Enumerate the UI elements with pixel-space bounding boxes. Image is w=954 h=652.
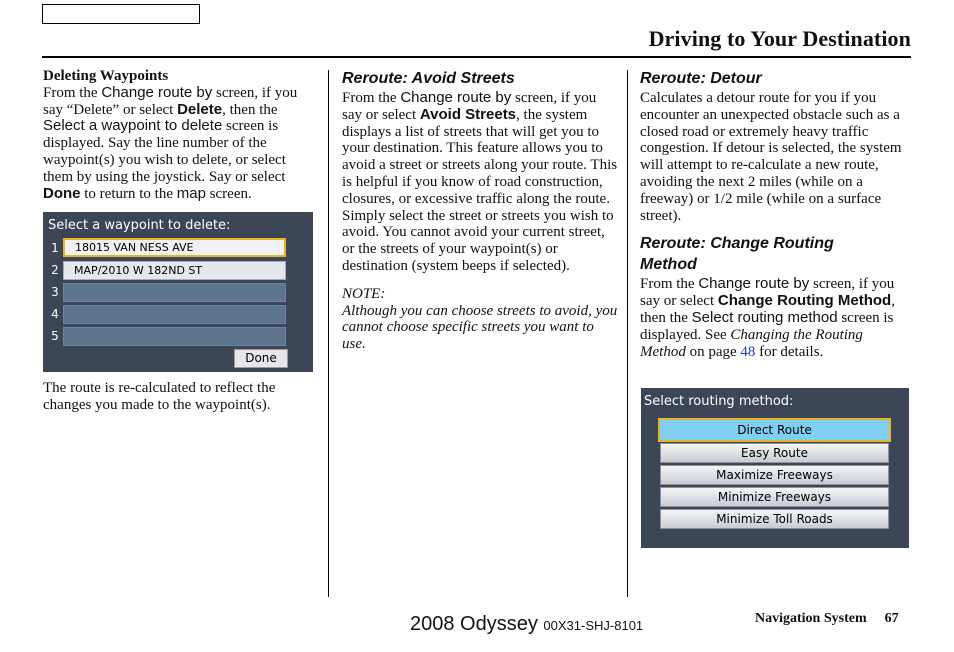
page-link[interactable]: 48 <box>740 343 756 360</box>
avoid-streets-heading: Reroute: Avoid Streets <box>342 70 515 87</box>
waypoint-row-5[interactable] <box>63 327 286 346</box>
text: screen is displayed. See <box>640 309 894 343</box>
detour-paragraph: Calculates a detour route for you if you encounter an unexpected obstacle such as a closed road or extremely heavy traffic congestion. If detour is selected, the system will attempt to re-calculate a new route, avoiding the next 2 miles (while on a freeway) or 1/2 mile (while on a surface street). <box>640 90 902 224</box>
screen-title: Select a waypoint to delete: <box>48 218 231 233</box>
text: for details. <box>755 343 824 360</box>
text: screen, if you say “Delete” or select <box>43 84 298 118</box>
command-delete: Delete <box>177 100 223 118</box>
done-button[interactable]: Done <box>234 349 288 368</box>
command-avoid-streets: Avoid Streets <box>419 105 517 123</box>
row-number: 1 <box>51 241 59 255</box>
screen-name: Select a waypoint to delete <box>43 117 223 135</box>
column-divider-2 <box>627 70 628 597</box>
command-change-routing: Change Routing Method <box>717 292 892 310</box>
row-number: 3 <box>51 285 59 299</box>
title-rule <box>42 56 911 58</box>
column-1-lower <box>43 380 318 414</box>
text: , the system displays a list of streets that will get you to your destination. This feature allows you to avoid a street or streets along your route. This is helpful if you know of road construction, closures, or excessive traffic along the route. Simply select the street or streets you wish to avoid. You cannot avoid your current street, or the streets of your waypoint(s) or destination (system beeps if selected). <box>342 106 618 274</box>
change-routing-heading <box>640 233 912 275</box>
text: on page <box>685 343 741 360</box>
deleting-waypoints-paragraph <box>43 85 318 203</box>
row-number: 4 <box>51 307 59 321</box>
note-label: NOTE: <box>342 285 386 302</box>
document-code: 00X31-SHJ-8101 <box>543 618 644 633</box>
column-3 <box>640 68 912 360</box>
text: From the <box>43 84 102 101</box>
text: to return to the <box>80 185 177 202</box>
route-option-minimize-freeways[interactable]: Minimize Freeways <box>660 487 889 507</box>
route-option-direct[interactable]: Direct Route <box>658 418 891 442</box>
command-done: Done <box>43 184 81 202</box>
waypoint-row-1[interactable]: 18015 VAN NESS AVE <box>63 238 286 257</box>
heading-line: Reroute: Change Routing <box>640 235 834 253</box>
row-number: 5 <box>51 329 59 343</box>
screen-name: Change route by <box>101 83 213 101</box>
text: From the <box>342 90 401 106</box>
screen-name: Select routing method <box>691 308 838 326</box>
screen-name: Change route by <box>698 275 810 293</box>
waypoint-row-4[interactable] <box>63 305 286 324</box>
column-1 <box>43 68 318 202</box>
routing-method-screen <box>641 388 909 548</box>
page-title: Driving to Your Destination <box>648 26 911 51</box>
text: From the <box>640 276 699 293</box>
recalculate-paragraph: The route is re-calculated to reflect the changes you made to the waypoint(s). <box>43 380 276 413</box>
text: screen. <box>205 185 252 202</box>
text: , then the <box>640 293 895 326</box>
screen-name: map <box>176 184 206 202</box>
screen-title: Select routing method: <box>644 394 794 409</box>
screen-name: Change route by <box>400 89 512 106</box>
waypoint-row-2[interactable]: MAP/2010 W 182ND ST <box>63 261 286 280</box>
model-name: 2008 Odyssey <box>410 613 538 635</box>
route-option-minimize-toll-roads[interactable]: Minimize Toll Roads <box>660 509 889 529</box>
route-option-maximize-freeways[interactable]: Maximize Freeways <box>660 465 889 485</box>
avoid-streets-paragraph <box>342 90 618 275</box>
waypoint-delete-screen <box>43 212 313 372</box>
text: screen is displayed. Say the line number of the waypoint(s) you wish to delete, or select them by using the joystick. Say or select <box>43 118 286 185</box>
waypoint-row-3[interactable] <box>63 283 286 302</box>
toc-box[interactable] <box>42 4 200 24</box>
detour-heading: Reroute: Detour <box>640 70 762 87</box>
row-number: 2 <box>51 263 59 277</box>
column-divider-1 <box>328 70 329 597</box>
route-option-easy[interactable]: Easy Route <box>660 443 889 463</box>
column-2 <box>342 68 618 353</box>
footer-section <box>755 611 899 627</box>
deleting-waypoints-heading: Deleting Waypoints <box>43 68 169 84</box>
change-routing-paragraph <box>640 276 912 360</box>
section-name: Navigation System <box>755 611 867 626</box>
heading-line: Method <box>640 256 697 274</box>
page-number: 67 <box>884 611 899 626</box>
section-reference: Changing the Routing Method <box>640 326 863 360</box>
text: , then the <box>222 101 278 118</box>
text: screen, if you say or select <box>342 90 597 123</box>
note-text: Although you can choose streets to avoid, you cannot choose specific streets you want to use. <box>342 302 618 353</box>
text: screen, if you say or select <box>640 276 895 310</box>
footer-model <box>410 613 643 636</box>
